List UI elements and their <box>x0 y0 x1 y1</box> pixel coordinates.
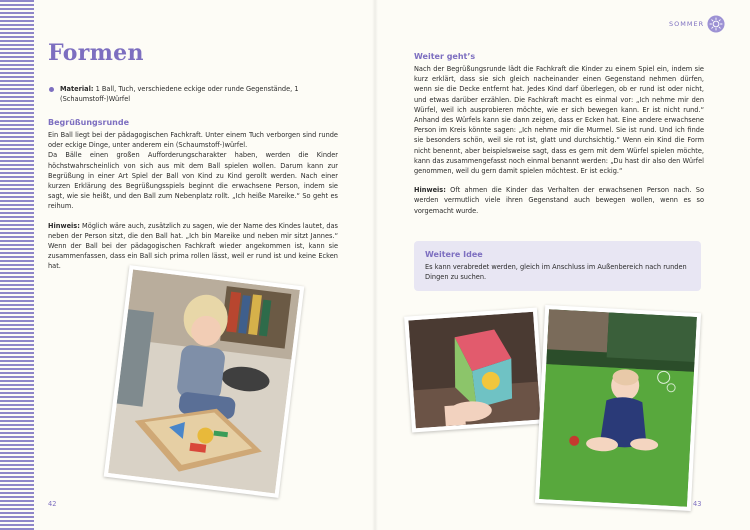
paragraph: Nach der Begrüßungsrunde lädt die Fachkraft die Kinder zu einem Spiel ein, indem sie kurz erklärt, dass sie sich gleich nacheinander einen Gegenstand nehmen dürfen, wenn sie die Decke entfernt hat. Jedes Kind darf überlegen, ob er rund ist oder nicht, und etwas darüber erzählen. Die Fachkraft macht es einmal vor: „Ich nehme mir den Würfel, weil ich ausprobieren möchte, wie er sich bewegen kann. Er ist nicht rund.“ Anhand des Würfels kann sie dann zeigen, dass er Ecken hat. Eine andere erwachsene Person im Kreis könnte sagen: „Ich nehme mir die Murmel. Sie ist rund. Und ich finde sie besonders schön, weil sie rot ist, glatt und durchsichtig.“ Wenn ein Kind die Form nicht benennt, aber beispielsweise sagt, dass es gern mit dem Würfel spielen möchte, kann das zusammengefasst noch einmal benannt werden: „Du hast dir also den Würfel genommen, weil du gern damit spielen möchtest. Er ist eckig.“ <box>414 65 704 176</box>
idea-label: Weitere Idee <box>425 250 483 259</box>
page-number-left: 42 <box>48 500 57 508</box>
left-edge-stripe <box>0 0 34 530</box>
left-page-text <box>48 40 338 281</box>
book-gutter <box>372 0 378 530</box>
photo-crocheted-cube <box>404 308 545 433</box>
paragraph: Ein Ball liegt bei der pädagogischen Fachkraft. Unter einem Tuch verborgen sind runde oder eckige Dinge, unter anderem ein (Schaumstoff-)würfel. <box>48 131 338 150</box>
right-page-text <box>414 52 704 225</box>
hint-paragraph <box>414 185 704 216</box>
idea-text: Es kann verabredet werden, gleich im Anschluss im Außenbereich nach runden Dingen zu suchen. <box>425 263 687 281</box>
paragraph: Da Bälle einen großen Aufforderungscharakter haben, werden die Kinder höchstwahrscheinlich von sich aus mit dem Ball spielen wollen. Darum kann zur Begrüßung in einer Art Spiel der Ball von Kind zu Kind gerollt werden. Nach einer kurzen Erklärung des Begrüßungsspiels beginnt die erwachsene Person, indem sie sagt, wie sie heißt, und den Ball zum Nebenplatz rollt. „Ich heiße Mareike.“ So geht es reihum. <box>48 151 338 211</box>
hint-text: Oft ahmen die Kinder das Verhalten der erwachsenen Person nach. So werden vermutlich viele ihren Gegenstand auch bewegen wollen, wenn es so vorgemacht wurde. <box>414 186 704 215</box>
page-number-right: 43 <box>693 500 702 508</box>
photo-baby-on-lawn <box>535 305 701 511</box>
material-text: 1 Ball, Tuch, verschiedene eckige oder runde Gegenstände, 1 (Schaumstoff-)Würfel <box>60 85 299 103</box>
hint-label: Hinweis: <box>414 186 446 195</box>
page-title: Formen <box>48 40 144 66</box>
subheading-begruessung: Begrüßungsrunde <box>48 118 130 127</box>
material-label: Material: <box>60 85 94 93</box>
further-idea-box <box>414 241 701 291</box>
photo-child-with-tray <box>104 265 305 498</box>
hint-text: Möglich wäre auch, zusätzlich zu sagen, wie der Name des Kindes lautet, das neben der Person sitzt, die den Ball hat. „Ich bin Mareike und neben mir sitzt Jannes.“ Wenn der Ball bei der pädagogischen Fachkraft wieder angekommen ist, kann sie zusammenfassen, dass ein Ball sich prima rollen lässt, weil er rund ist und keine Ecken hat. <box>48 221 338 271</box>
bullet-dot-icon <box>49 87 54 92</box>
subheading-weiter: Weiter geht’s <box>414 52 476 61</box>
sun-icon <box>707 15 725 33</box>
section-label: SOMMER <box>669 20 705 28</box>
hint-label: Hinweis: <box>48 221 80 230</box>
material-list <box>48 84 338 104</box>
hint-paragraph <box>48 221 338 272</box>
